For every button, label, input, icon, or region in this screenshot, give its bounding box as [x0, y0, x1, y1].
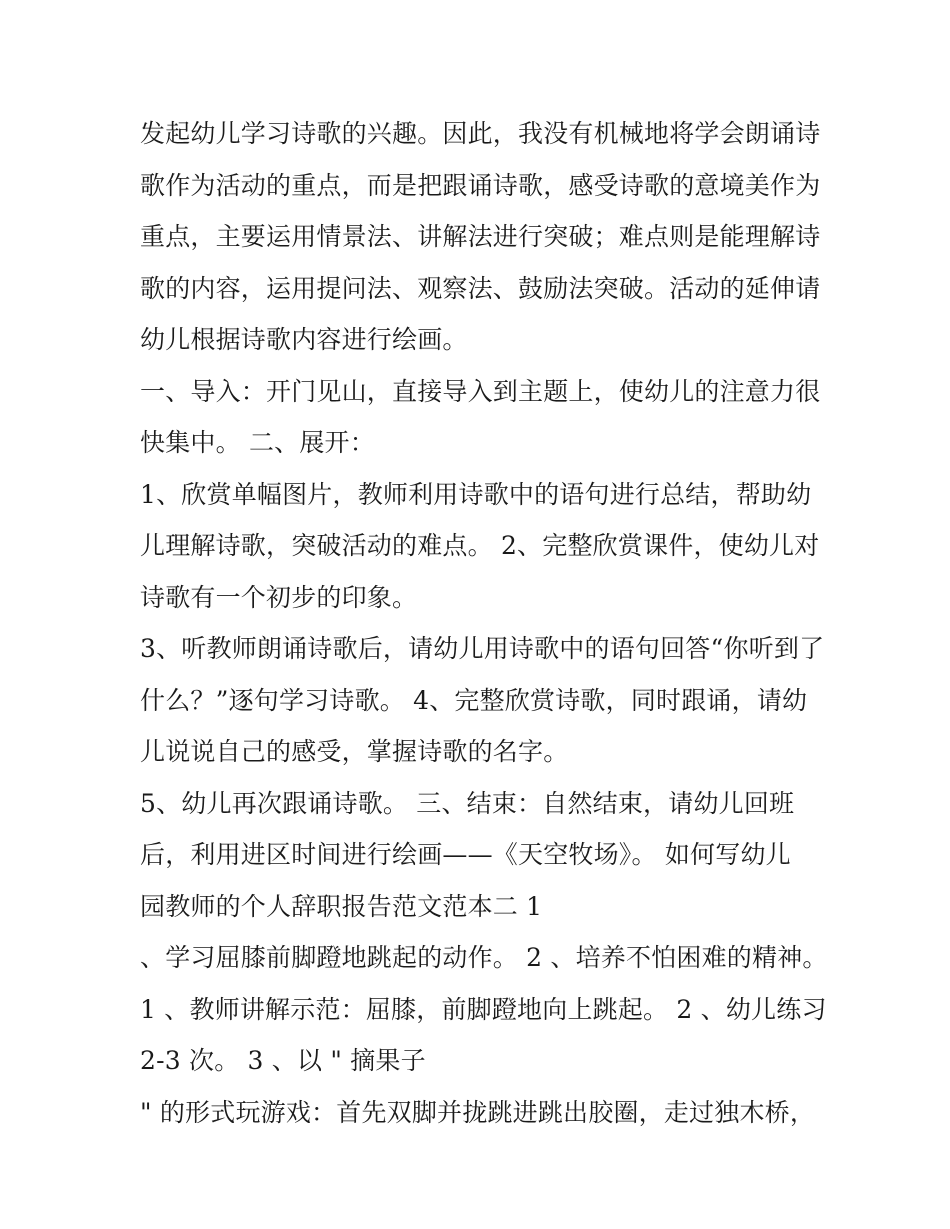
- text-line: " 的形式玩游戏：首先双脚并拢跳进跳出胶圈，走过独木桥，: [140, 1097, 816, 1127]
- text-line: 重点，主要运用情景法、讲解法进行突破；难点则是能理解诗: [140, 222, 821, 251]
- text-line: 歌的内容，运用提问法、观察法、鼓励法突破。活动的延伸请: [140, 273, 821, 303]
- text-line: 什么？”逐句学习诗歌。 4、完整欣赏诗歌，同时跟诵，请幼: [140, 685, 808, 715]
- text-line: 1 、教师讲解示范：屈膝，前脚蹬地向上跳起。 2 、幼儿练习: [140, 994, 827, 1024]
- text-line: 儿说说自己的感受，掌握诗歌的名字。: [140, 737, 569, 766]
- text-line: 一、导入：开门见山，直接导入到主题上，使幼儿的注意力很: [140, 376, 821, 406]
- text-line: 2-3 次。 3 、以 " 摘果子: [140, 1046, 426, 1075]
- text-line: 5、幼儿再次跟诵诗歌。 三、结束：自然结束，请幼儿回班: [140, 788, 795, 818]
- text-line: 3、听教师朗诵诗歌后，请幼儿用诗歌中的语句回答“你听到了: [140, 634, 825, 663]
- text-line: 幼儿根据诗歌内容进行绘画。: [140, 325, 468, 354]
- text-line: 歌作为活动的重点，而是把跟诵诗歌，感受诗歌的意境美作为: [140, 170, 821, 200]
- text-line: 快集中。 二、展开：: [140, 428, 375, 457]
- text-line: 后，利用进区时间进行绘画——《天空牧场》。 如何写幼儿: [140, 840, 791, 869]
- text-line: 园教师的个人辞职报告范文范本二 1: [140, 891, 543, 921]
- text-line: 诗歌有一个初步的印象。: [140, 582, 418, 612]
- text-line: 儿理解诗歌，突破活动的难点。 2、完整欣赏课件，使幼儿对: [140, 531, 820, 560]
- text-line: 1、欣赏单幅图片，教师利用诗歌中的语句进行总结，帮助幼: [140, 479, 812, 509]
- text-line: 发起幼儿学习诗歌的兴趣。因此，我没有机械地将学会朗诵诗: [140, 119, 821, 148]
- body-text: [140, 108, 830, 1138]
- text-line: 、学习屈膝前脚蹬地跳起的动作。 2 、培养不怕困难的精神。: [140, 943, 828, 972]
